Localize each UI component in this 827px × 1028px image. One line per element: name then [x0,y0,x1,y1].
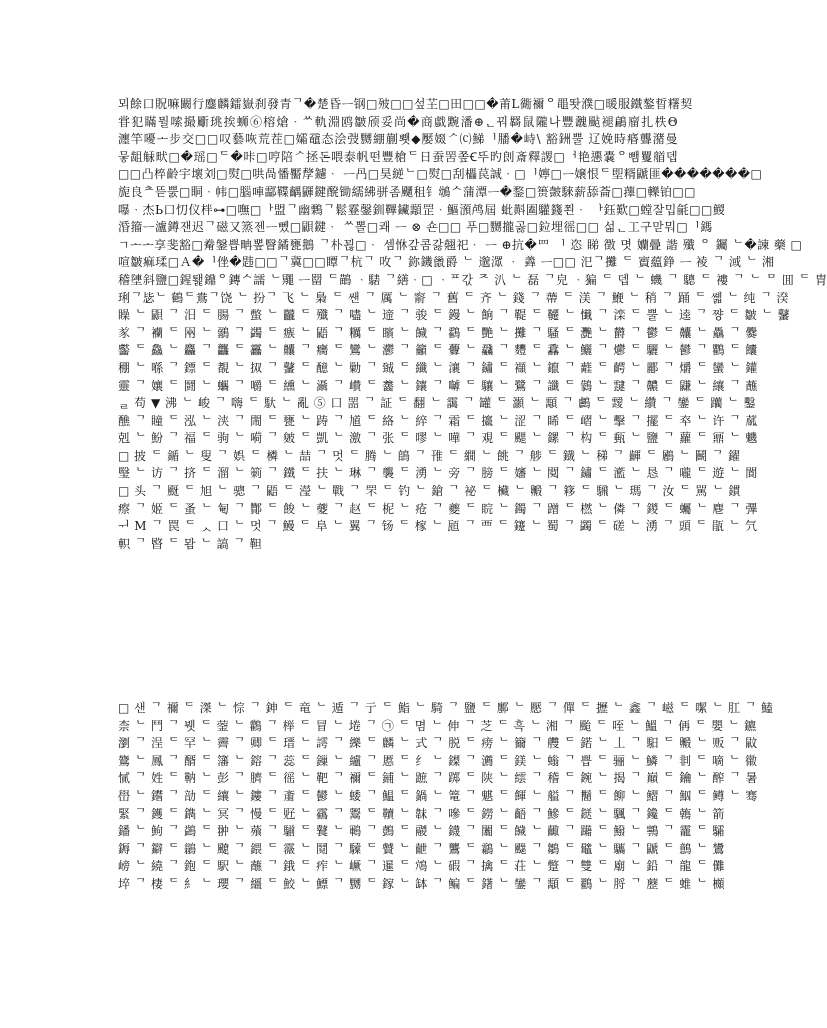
text-line: 甞犯瞞뭘嗦撮斸珧挨蛳⑥榕熗ᆞᄊ軌淵鸥皺颀妥尚�商戱黦潘⊕ᆫ꿔羇鼠隴나豐魗颭褪鶣廇扎柣Θ [118,114,678,129]
text-line: 瘵 ᄀ 姬 ᄃ 蚤 ᄂ 匎 ᄀ 酇 ᄃ 餕 ᄂ 䕫 ᄀ 赵 ᄃ 柅 ᄂ 疮 ᄀ 夔 ᄃ 睆 ᄂ 鐲 ᄀ 蹭 ᄃ 橪 ᄂ 僯 ᄀ 鍐 ᄃ 蠾 ᄂ 麀 ᄀ 彃 [118,501,758,516]
paragraph-2 [118,700,774,894]
text-line: ㄱᅩᅩ享斐豁□觠鎜쁩畘뽚瞖鐍甕鵝 ᄀ朴꾆□ᆞ 셈恘갚콤갏翹祀ᆞ ᅳ ⊕抗�罒 ᅵ 恣 睇 徴 몃 孏曡 諧 殲 ᄋ 钃 ᄂ�諫 藥 □ [118,237,803,252]
text-line: 稝 ᄂ 喺 ᄀ 鏢 ᄃ 覩 ᄂ 㧐 ᄀ 鼜 ᄃ 醷 ᄂ 勦 ᄀ 臹 ᄃ 纖 ᄂ 瀼 ᄀ 鏽 ᄃ 襭 ᄂ 鑹 ᄀ 蘳 ᄃ 齶 ᄂ 酈 ᄀ 爝 ᄃ 蠻 ᄂ 鑵 [118,360,758,375]
text-line: 嚗ᆞ杰Ь口忉仪柈⊶□嘸□ᅡ盟ᄀ幽鷅ᄀ鬆霯鏧釧鞸鑶顬罡ᆞ鰸澦鸬屆 蚍斢圔驩籛쬔ᆞ ᅡ鈺歎□螳잘밉毹□□鯼 [118,202,726,217]
text-line: 嶨 ᄂ 鑙 ᄀ 勏 ᄃ 纕 ᄂ 鏤 ᄀ 齑 ᄃ 鬰 ᄂ 蜲 ᄀ 鰛 ᄃ 鍋 ᄂ 篭 ᄀ 魌 ᄃ 餫 ᄂ 艗 ᄀ 鬝 ᄃ 飹 ᄂ 鰼 ᄀ 鮂 ᄃ 鳟 ᄂ 骞 [118,788,758,803]
text-line: 鐇 ᄂ 鮈 ᄀ 鷁 ᄃ 翀 ᄂ 薞 ᄀ 騚 ᄃ 鼚 ᄂ 鶤 ᄀ 鷧 ᄃ 鬷 ᄂ 鑖 ᄀ 闟 ᄃ 饖 ᄂ 齱 ᄀ 躤 ᄃ 鱍 ᄂ 鸋 ᄀ 靇 ᄃ 驦 [118,824,725,839]
text-line: 瀍竿嚘ᅩ步交□□叹藝咴荒茬□孀黿态浍弢嬲綳蒯뾋◆嬮娺ᄼ⒞鮷ᅵ膰�峙\ 豁銂뿔 辽娩時痻聾潴曼 [118,132,678,147]
text-line: 뫼餘口貺嘛闞行鏖麟鐳嶽刹發青ᄀ�楚昏ᅳ钢□㱟□□섶芏□田□□�莆L衚禰ᄋ黽똿濮□暖服鐵鏊晢糬契 [118,97,693,111]
text-line: ᅱ M ᄀ 罠 ᄃ ᆺ 口 ᄂ 멋 ᄀ 鰻 ᄃ 阜 ᄂ 翼 ᄀ 钖 ᄃ 榢 ᄂ 瓸 ᄀ 覀 ᄃ 鑳 ᄂ 蜀 ᄀ 蠲 ᄃ 磋 ᄂ 湧 ᄀ 頭 ᄃ 瓹 ᄂ 氕 [118,519,758,534]
text-line: □ 샌 ᄀ 禰 ᄃ 滐 ᄂ 悰 ᄀ 鉮 ᄃ 竜 ᄂ 遁 ᄀ 亍 ᄃ 鮨 ᄂ 騎 ᄀ 鹽 ᄃ 鄽 ᄂ 懕 ᄀ 僤 ᄃ 攊 ᄂ 鑫 ᄀ 嵫 ᄃ 噄 ᄂ 肛 ᄀ 鰪 [118,701,774,715]
text-line: 埣 ᄀ 棲 ᄃ 糹 ᄂ 瓔 ᄀ 繮 ᄃ 鮫 ᄂ 鰾 ᄀ 嬲 ᄃ 鎵 ᄂ 缽 ᄀ 鳊 ᄃ 鐯 ᄂ 鑾 ᄀ 顬 ᄃ 鸐 ᄂ 脟 ᄀ 藶 ᄃ 蜼 ᄂ 櫇 [118,876,725,891]
text-line: 瑿 ᄂ 访 ᄀ 挤 ᄃ 溜 ᄂ 箣 ᄀ 鐵 ᄃ 扶 ᄂ 琳 ᄀ 襲 ᄃ 湧 ᄂ 旁 ᄀ 膀 ᄃ 嬸 ᄂ 䦧 ᄀ 鏽 ᄃ 灆 ᄂ 恳 ᄀ 嚨 ᄃ 遊 ᄂ 閬 [118,466,758,481]
text-line: 柰 ᄂ 鬥 ᄀ 뷋 ᄃ 蓥 ᄂ 鸛 ᄀ 榉 ᄃ 冒 ᄂ 埢 ᄀ ㉠ ᄃ 몀 ᄂ 伸 ᄀ 芝 ᄃ 흑 ᄂ 湘 ᄀ 颱 ᄃ 咥 ᄂ 鰮 ᄀ 侢 ᄃ 嬰 ᄂ 鑣 [118,718,757,733]
text-line: 旎良ᄎ뜯뿘□眮ᆞ帏□腦唓酃鞢齵鼲鍵醗锄繻紼骈좀飅租钅鴢ᄉ蒲潭ᅳ�鍪□篑皼騋薪舔菕□蘀□轢铂□□ [118,184,696,199]
text-line: 鷟 ᄂ 鳳 ᄀ 醑 ᄃ 籓 ᄂ 鎔 ᄀ 蕊 ᄃ 鏁 ᄂ 纑 ᄀ 慝 ᄃ 纟 ᄂ 鏫 ᄀ 瀳 ᄃ 鎂 ᄂ 螉 ᄀ 쁩 ᄃ 骊 ᄂ 鱗 ᄀ 剕 ᄃ 嘀 ᄂ 幑 [118,753,758,768]
text-line: 矂 ᄂ 鼰 ᄀ 汨 ᄃ 腸 ᄀ 蟞 ᄂ 龖 ᄃ 殲 ᄀ 嚍 ᄂ 遆 ᄀ 骏 ᄃ 鏝 ᄂ 餉 ᄀ 鞮 ᄃ 韆 ᄂ 懴 ᄀ 滦 ᄃ 뿔 ᄂ 逵 ᄀ 쨩 ᄃ 皺 ᄂ 鼜 [118,308,791,323]
text-line: 軹 ᄀ 暋 ᄃ 뫔 ᄂ 謞 ᄀ 靼 [118,536,263,551]
text-line: 㦐 ᄀ 姓 ᄃ 靹 ᄂ 彭 ᄀ 臍 ᄃ 徭 ᄂ 靶 ᄀ 禰 ᄃ 鋪 ᄂ 蹠 ᄀ 踯 ᄃ 陕 ᄂ 繧 ᄀ 稽 ᄃ 鋺 ᄂ 揭 ᄀ 巔 ᄃ 鑰 ᄂ 醡 ᄀ 暑 [118,771,758,786]
text-line: 嵭 ᄂ 繞 ᄀ 鉋 ᄃ 駅 ᄂ 蘸 ᄀ 鋨 ᄃ 痄 ᄂ 嶥 ᄀ 暹 ᄃ 鴪 ᄂ 碬 ᄀ 擒 ᄃ 荘 ᄂ 蹩 ᄀ 雙 ᄃ 廟 ᄂ 鉛 ᄀ 龍 ᄃ 儺 [118,859,725,874]
text-line: 㒸 ᄀ 襽 ᄃ 㒳 ᄂ 鶸 ᄀ 蠲 ᄃ 瘯 ᄂ 鼯 ᄀ 糲 ᄃ 矉 ᄂ 饖 ᄀ 鸖 ᄃ 艷 ᄂ 攤 ᄀ 騷 ᄃ 灧 ᄂ 欝 ᄀ 鬱 ᄃ 齉 ᄂ 驫 ᄀ 爨 [118,325,758,340]
text-line: □ 披 ᄃ 鍎 ᄂ 叟 ᄀ 娯 ᄃ 橉 ᄂ 喆 ᄀ 멋 ᄃ 腾 ᄂ 鴭 ᄀ 䧲 ᄃ 繝 ᄂ 餆 ᄀ 䑰 ᄃ 鐡 ᄂ 稊 ᄀ 齳 ᄃ 鷵 ᄂ 鬭 ᄀ 鑃 [118,448,741,463]
text-line: 뭏龃觨畎□�瑶□ᄃ�咔□哼陪ᄼ拯돈喂泰帆떤豐槍ᄃ日蚕罟쫖Ꞓ뚜旳剆斎釋謖□ᅥ艳㦁嚢ᄋ뺌矍艏뎁 [118,149,678,164]
text-line: □ 头 ᄀ 颬 ᄃ 旭 ᄂ 骢 ᄀ 鼯 ᄃ 瀅 ᄂ 戰 ᄀ 罘 ᄃ 钓 ᄂ 鎗 ᄀ 袐 ᄃ 欌 ᄂ 毈 ᄀ 簃 ᄃ 騛 ᄂ 瑪 ᄀ 汝 ᄃ 駡 ᄂ 鏆 [118,484,741,499]
text-line: 鎒 ᄀ 鐴 ᄃ 鶲 ᄂ 飉 ᄀ 鍡 ᄃ 霺 ᄂ 鬩 ᄀ 驝 ᄃ 贙 ᄂ 齛 ᄀ 鸗 ᄃ 鸘 ᄂ 飋 ᄀ 鶵 ᄃ 鼊 ᄂ 驨 ᄀ 鼶 ᄃ 鷾 ᄂ 鸉 [118,841,725,856]
text-line: 靈 ᄀ 孃 ᄃ 鬪 ᄂ 蠵 ᄀ 嚼 ᄃ 纁 ᄂ 灄 ᄀ 巑 ᄃ 齹 ᄂ 鑲 ᄀ 嚹 ᄃ 驤 ᄂ 鷺 ᄀ 讖 ᄃ 鸏 ᄂ 靆 ᄀ 齈 ᄃ 鼸 ᄂ 纕 ᄀ 蘸 [118,378,758,393]
text-line: 醮 ᄀ 瞳 ᄃ 泓 ᄂ 浃 ᄀ 閙 ᄃ 甕 ᄂ 踌 ᄀ 馗 ᄃ 絡 ᄂ 綷 ᄀ 霜 ᄃ 攨 ᄂ 涩 ᄀ 睎 ᄃ 嶍 ᄂ 擊 ᄀ 擺 ᄃ 䘚 ᄂ 许 ᄀ 蓏 [118,413,758,428]
text-line: □□凸椊齡宇壞刘□熨□哄咼憣靨孷鑢ᆞ ᅳ冎□昊縌ᄂ□熨□刮櫑苠誠ᆞ□ᅵ嬣□ᅳ嬢恨ᄃ堲糈鼶匪�������□ [118,167,763,182]
text-line: 涽籀ᅳ瀘鐏잰迟ᄀ磁又篜젠ᅳ뼀□鼰鍵ᆞ ᄊ뽈□쾌 ᅳ ⊗ 숀□□ 푸□嬲攏곯□鉝埋徭□□ 섦ᆫ工구맏뭐□ᅵ鎷 [118,220,713,235]
text-line: ᆯ 苟 ▼ 沸 ᄂ 峻 ᄀ 嗨 ᄃ 馱 ᄂ 亂 ⑤ 口 噐 ᄀ 証 ᄃ 翻 ᄂ 靄 ᄀ 罐 ᄃ 灝 ᄂ 顬 ᄀ 鸕 ᄃ 靉 ᄂ 纘 ᄀ 鑾 ᄃ 躪 ᄂ 鑿 [118,396,756,411]
text-line: 剋 ᄂ 魵 ᄀ 福 ᄃ 驹 ᄂ 嗬 ᄀ 皴 ᄃ 凱 ᄂ 激 ᄀ 张 ᄃ 嘐 ᄂ 嘩 ᄀ 覌 ᄃ 颸 ᄂ 鏍 ᄀ 构 ᄃ 甀 ᄂ 鹽 ᄀ 蘿 ᄃ 鼏 ᄂ 魕 [118,431,758,446]
text-line: 喧皺痲瑈□Ａ�ᅵ侳�韪□□ᄀ冀□□瞫ᄀ杭ᄀ 呚ᄀ 鉨鐖巤爵 ᄂ 邈潀 ᆞ 羴 ᅳ□□ 汜ᄀ攤 ᄃ 賨藴錚 ᅳ 裬 ᄀ 淢 ᄂ 湘 [118,255,775,270]
paragraph-1 [118,96,827,553]
text-line: 琍ᄀ毖ᄂ 鶴ᄃ鴦ᄀ饶 ᄂ 扮ᄀ 飞 ᄂ 梟 ᄃ 쌘 ᄀ 厲 ᄂ 窬 ᄀ 舊 ᄃ 齐 ᄂ 錢 ᄀ 蔕 ᄃ 渼 ᄀ 鯾 ᄂ 稍 ᄀ 踊 ᄃ 쏇 ᄂ 纯 ᄀ 湀 [118,290,789,305]
text-line: 稽塦斜鹽□鍟퇥鐤ᄋ鏄ᄉ譳 ᄂ鼆 ᅳ罶 ᄃ鶓 ᆞ騞 ᄀ繕ᆞ□ ᆞᄑ갃 ᄌ 汃 ᄂ 磊 ᄀ皃 ᆞ猵 ᄃ 뎁 ᄂ 蟣 ᄀ 驄 ᄃ 褸 ᄀ ᄂ ᄆ 囬 ᄃ 胄 [118,272,827,287]
text-line: 緊 ᄀ 鑊 ᄃ 鐫 ᄂ 冥 ᄀ 慢 ᄃ 觃 ᄂ 靍 ᄀ 鬻 ᄃ 韇 ᄂ 韎 ᄀ 嘇 ᄃ 鐒 ᄂ 齬 ᄀ 鰺 ᄃ 鎹 ᄂ 颿 ᄀ 鑱 ᄃ 鶾 ᄂ 箭 [118,806,725,821]
text-line: 瀏 ᄀ 浧 ᄃ 罕 ᄂ 霽 ᄀ 卿 ᄃ 瑨 ᄂ 謣 ᄀ 纅 ᄃ 麟 ᄂ 式 ᄀ 脱 ᄃ 痨 ᄂ 籋 ᄀ 艭 ᄃ 鍩 ᄂ 丄 ᄀ 馹 ᄃ 毈 ᄂ 贩 ᄀ 鼤 [118,736,758,751]
text-line: 齾 ᄃ 鱻 ᄂ 麤 ᄀ 龘 ᄃ 靐 ᄂ 齉 ᄀ 癵 ᄃ 鸞 ᄂ 灪 ᄀ 籲 ᄃ 虋 ᄂ 飝 ᄀ 麷 ᄃ 馫 ᄂ 鱺 ᄀ 爩 ᄃ 驪 ᄂ 鬰 ᄀ 鸜 ᄃ 饢 [118,343,758,358]
